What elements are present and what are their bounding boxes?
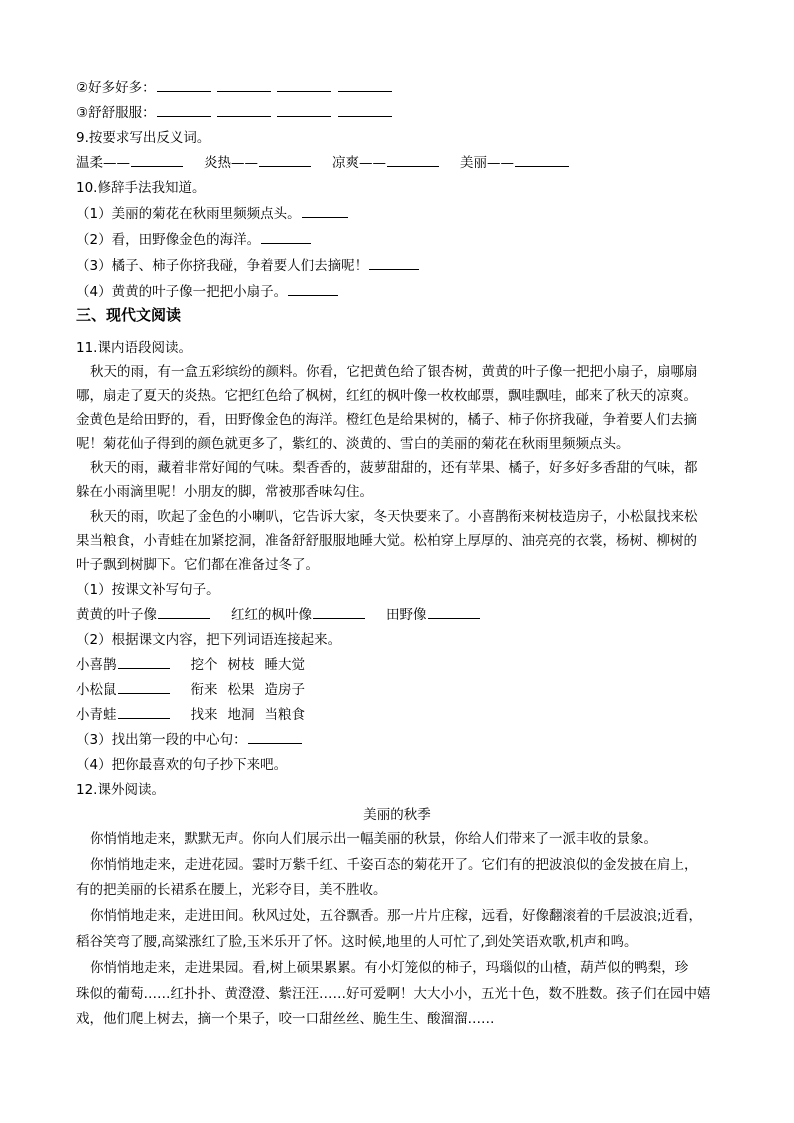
connect-option[interactable]: 树枝 xyxy=(227,657,255,673)
answer-blank[interactable] xyxy=(428,606,480,619)
answer-blank[interactable] xyxy=(387,154,439,167)
answer-blank[interactable] xyxy=(369,257,419,270)
connect-option[interactable]: 当粮食 xyxy=(264,707,305,723)
answer-blank[interactable] xyxy=(277,104,331,117)
answer-blank[interactable] xyxy=(217,104,271,117)
q8-item2 xyxy=(76,79,393,97)
answer-blank[interactable] xyxy=(157,104,211,117)
connect-option[interactable]: 松果 xyxy=(227,682,255,698)
sentence-start: 红红的枫叶像 xyxy=(231,607,312,623)
answer-blank[interactable] xyxy=(259,154,311,167)
q10-heading: 10.修辞手法我知道。 xyxy=(76,180,206,196)
answer-blank[interactable] xyxy=(118,656,170,669)
connect-option[interactable]: 找来 xyxy=(190,707,218,723)
passage-line: 珠似的葡萄……红扑扑、黄澄澄、紫汪汪……好可爱啊！大大小小，五光十色，数不胜数。孩子们在园中嬉 xyxy=(76,986,711,1002)
item-text: （3）橘子、柿子你挤我碰，争着要人们去摘呢！ xyxy=(76,258,369,274)
passage-line: 果当粮食，小青蛙在加紧挖洞，准备舒舒服服地睡大觉。松柏穿上厚厚的、油亮亮的衣裳，杨树、柳树的 xyxy=(76,533,697,549)
q11-heading: 11.课内语段阅读。 xyxy=(76,340,192,356)
q11-sub4: （4）把你最喜欢的句子抄下来吧。 xyxy=(76,757,288,773)
connect-row xyxy=(76,706,305,724)
item-text: （2）看，田野像金色的海洋。 xyxy=(76,232,261,248)
passage-line: 戏，他们爬上树去，摘一个果子，咬一口甜丝丝、脆生生、酸溜溜…… xyxy=(76,1011,495,1027)
answer-blank[interactable] xyxy=(217,79,271,92)
passage-line: 秋天的雨，藏着非常好闻的气味。梨香香的，菠萝甜甜的，还有苹果、橘子，好多好多香甜的气味，都 xyxy=(90,460,698,476)
connect-subject: 小青蛙 xyxy=(76,707,117,723)
answer-blank[interactable] xyxy=(338,104,392,117)
connect-row xyxy=(76,656,305,674)
connect-option[interactable]: 造房子 xyxy=(264,682,305,698)
sub3-text: （3）找出第一段的中心句： xyxy=(76,732,247,748)
answer-blank[interactable] xyxy=(313,606,365,619)
connect-row xyxy=(76,681,305,699)
connect-option[interactable]: 睡大觉 xyxy=(264,657,305,673)
passage-line: 金黄色是给田野的，看，田野像金色的海洋。橙红色是给果树的，橘子、柿子你挤我碰，争着要人们去摘 xyxy=(76,412,697,428)
q11-sub1-blanks xyxy=(76,606,481,624)
q10-item xyxy=(76,283,339,301)
connect-subject: 小喜鹊 xyxy=(76,657,117,673)
passage-line: 哪，扇走了夏天的炎热。它把红色给了枫树，红红的枫叶像一枚枚邮票，飘哇飘哇，邮来了秋天的凉爽。 xyxy=(76,388,697,404)
answer-blank[interactable] xyxy=(288,283,338,296)
q9-heading: 9.按要求写出反义词。 xyxy=(76,130,211,146)
passage-line: 你悄悄地走来，走进田间。秋风过处，五谷飘香。那一片片庄稼，远看，好像翻滚着的千层波浪;近看， xyxy=(90,908,703,924)
passage-line: 有的把美丽的长裙系在腰上，光彩夺目，美不胜收。 xyxy=(76,882,387,898)
q11-sub2: （2）根据课文内容，把下列词语连接起来。 xyxy=(76,632,342,648)
answer-blank[interactable] xyxy=(158,606,210,619)
passage-line: 你悄悄地走来，走进果园。看,树上硕果累累。有小灯笼似的柿子，玛瑙似的山楂，葫芦似的鸭梨，珍 xyxy=(90,960,689,976)
q8-item3-label: ③舒舒服服： xyxy=(76,105,156,121)
section-heading: 三、现代文阅读 xyxy=(76,306,182,324)
answer-blank[interactable] xyxy=(261,231,311,244)
answer-blank[interactable] xyxy=(248,731,302,744)
answer-blank[interactable] xyxy=(515,154,569,167)
connect-option[interactable]: 衔来 xyxy=(190,682,218,698)
passage-line: 秋天的雨，吹起了金色的小喇叭，它告诉大家，冬天快要来了。小喜鹊衔来树枝造房子，小松鼠找来松 xyxy=(90,509,698,525)
passage-line: 你悄悄地走来，走进花园。霎时万紫千红、千姿百态的菊花开了。它们有的把波浪似的金发披在肩上， xyxy=(90,857,698,873)
passage-line: 秋天的雨，有一盒五彩缤纷的颜料。你看，它把黄色给了银杏树，黄黄的叶子像一把把小扇子，扇哪扇 xyxy=(90,364,698,380)
item-text: （4）黄黄的叶子像一把把小扇子。 xyxy=(76,284,288,300)
answer-blank[interactable] xyxy=(118,706,170,719)
passage-line: 你悄悄地走来，默默无声。你向人们展示出一幅美丽的秋景，你给人们带来了一派丰收的景象。 xyxy=(90,831,657,847)
passage-line: 呢！菊花仙子得到的颜色就更多了，紫红的、淡黄的、雪白的美丽的菊花在秋雨里频频点头。 xyxy=(76,436,630,452)
q11-sub3 xyxy=(76,731,303,749)
connect-option[interactable]: 地洞 xyxy=(227,707,255,723)
connect-subject: 小松鼠 xyxy=(76,682,117,698)
answer-blank[interactable] xyxy=(157,79,211,92)
q10-item xyxy=(76,231,312,249)
antonym-word: 温柔—— xyxy=(76,155,130,171)
passage-line: 躲在小雨滴里呢！小朋友的脚，常被那香味勾住。 xyxy=(76,484,373,500)
answer-blank[interactable] xyxy=(338,79,392,92)
sentence-start: 田野像 xyxy=(386,607,427,623)
answer-blank[interactable] xyxy=(118,681,170,694)
answer-blank[interactable] xyxy=(302,205,348,218)
q11-sub1: （1）按课文补写句子。 xyxy=(76,582,220,598)
q8-item3 xyxy=(76,104,393,122)
sentence-start: 黄黄的叶子像 xyxy=(76,607,157,623)
q8-item2-label: ②好多好多： xyxy=(76,80,156,96)
answer-blank[interactable] xyxy=(277,79,331,92)
passage-line: 稻谷笑弯了腰,高粱涨红了脸,玉米乐开了怀。这时候,地里的人可忙了,到处笑语欢歌,机声和鸣。 xyxy=(76,934,638,950)
passage-line: 叶子飘到树脚下。它们都在准备过冬了。 xyxy=(76,557,319,573)
q9-antonyms xyxy=(76,154,570,172)
q10-item xyxy=(76,257,420,275)
article-title: 美丽的秋季 xyxy=(363,807,431,823)
antonym-word: 凉爽—— xyxy=(332,155,386,171)
antonym-word: 美丽—— xyxy=(460,155,514,171)
connect-option[interactable]: 挖个 xyxy=(190,657,218,673)
item-text: （1）美丽的菊花在秋雨里频频点头。 xyxy=(76,206,301,222)
q10-item xyxy=(76,205,349,223)
antonym-word: 炎热—— xyxy=(204,155,258,171)
q12-heading: 12.课外阅读。 xyxy=(76,782,165,798)
answer-blank[interactable] xyxy=(131,154,183,167)
